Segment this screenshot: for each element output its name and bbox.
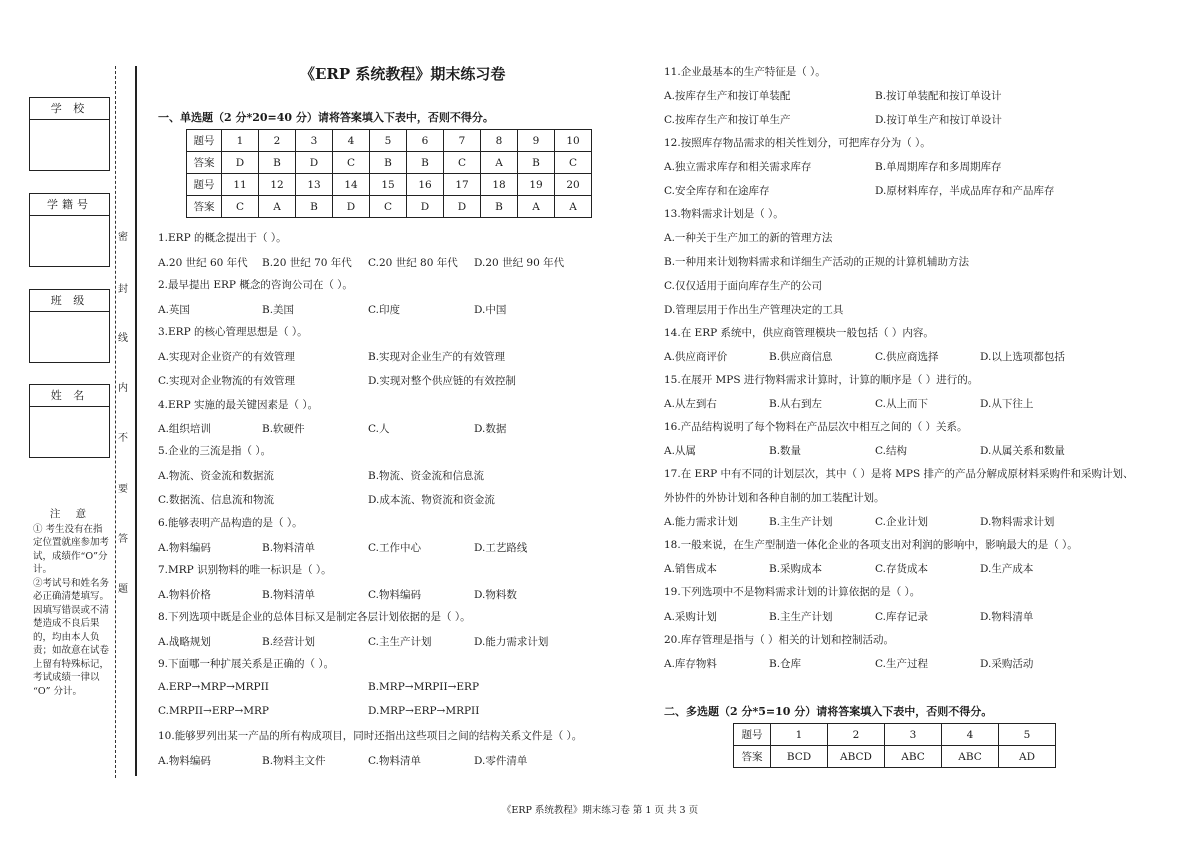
multiple-choice-answer-table (733, 723, 1056, 768)
option: D.零件清单 (474, 755, 528, 767)
option: D.20 世纪 90 年代 (474, 257, 565, 269)
table-row (187, 174, 592, 196)
option: C.20 世纪 80 年代 (368, 257, 458, 269)
option: A.物料编码 (158, 755, 211, 767)
question-text: 1.ERP 的概念提出于（ ）。 (158, 232, 287, 244)
option: D.以上选项都包括 (980, 351, 1065, 363)
school-box-label: 学 校 (30, 98, 109, 120)
option: B.主生产计划 (769, 516, 833, 528)
option: B.一种用来计划物料需求和详细生产活动的正规的计算机辅助方法 (664, 256, 970, 268)
option: D.MRP→ERP→MRPII (368, 705, 480, 717)
answer-cell: 7 (444, 130, 481, 152)
seal-char: 密 (118, 232, 128, 243)
option: B.物流、资金流和信息流 (368, 470, 485, 482)
option: B.按订单装配和按订单设计 (875, 90, 1002, 102)
option: D.实现对整个供应链的有效控制 (368, 375, 516, 387)
option: A.实现对企业资产的有效管理 (158, 351, 295, 363)
option: A.组织培训 (158, 423, 211, 435)
option: D.中国 (474, 304, 507, 316)
answer-cell: D (444, 196, 481, 218)
seal-char: 内 (118, 383, 128, 394)
option: C.安全库存和在途库存 (664, 185, 770, 197)
answer-cell: D (296, 152, 333, 174)
option: C.仅仅适用于面向库存生产的公司 (664, 280, 822, 292)
answer-cell: 4 (333, 130, 370, 152)
answer-cell: C (444, 152, 481, 174)
question-text: 10.能够罗列出某一产品的所有构成项目，同时还指出这些项目之间的结构关系文件是（ ）。 (158, 730, 583, 742)
option: A.独立需求库存和相关需求库存 (664, 161, 812, 173)
answer-cell: 12 (259, 174, 296, 196)
answer-cell: ABC (942, 746, 999, 768)
answer-cell: 1 (771, 724, 828, 746)
option: C.MRPII→ERP→MRP (158, 705, 269, 717)
option: C.结构 (875, 445, 907, 457)
option: A.物料编码 (158, 542, 211, 554)
row-header-cell: 答案 (734, 746, 771, 768)
answer-cell: 2 (259, 130, 296, 152)
question-text: 8.下列选项中既是企业的总体目标又是制定各层计划依据的是（ ）。 (158, 611, 471, 623)
answer-cell: ABCD (828, 746, 885, 768)
question-text: 2.最早提出 ERP 概念的咨询公司在（ ）。 (158, 279, 353, 291)
option: D.按订单生产和按订单设计 (875, 114, 1002, 126)
option: B.经营计划 (262, 636, 316, 648)
option: A.20 世纪 60 年代 (158, 257, 248, 269)
seal-char: 封 (118, 284, 128, 295)
question-text: 3.ERP 的核心管理思想是（ ）。 (158, 326, 308, 338)
question-text: 17.在 ERP 中有不同的计划层次，其中（ ）是将 MPS 排产的产品分解成原材料采购件和采购计划、 (664, 468, 1134, 480)
option: B.供应商信息 (769, 351, 833, 363)
option: D.能力需求计划 (474, 636, 549, 648)
answer-cell: B (481, 196, 518, 218)
question-text: 11.企业最基本的生产特征是（ ）。 (664, 66, 826, 78)
question-text: 18.一般来说，在生产型制造一体化企业的各项支出对利润的影响中，影响最大的是（ ）。 (664, 539, 1078, 551)
question-text: 7.MRP 识别物料的唯一标识是（ ）。 (158, 564, 332, 576)
name-box (29, 384, 110, 458)
answer-cell: B (518, 152, 555, 174)
option: C.库存记录 (875, 611, 928, 623)
answer-cell: 5 (999, 724, 1056, 746)
row-header-cell: 答案 (187, 196, 222, 218)
option: A.供应商评价 (664, 351, 728, 363)
option: A.战略规划 (158, 636, 211, 648)
notice-item-1: ① 考生没有在指定位置就座参加考试，成绩作“O”分计。 (33, 523, 110, 575)
option: A.一种关于生产加工的新的管理方法 (664, 232, 833, 244)
answer-cell: 3 (296, 130, 333, 152)
option: B.单周期库存和多周期库存 (875, 161, 1002, 173)
option: D.物料需求计划 (980, 516, 1055, 528)
answer-cell: 3 (885, 724, 942, 746)
table-row (187, 196, 592, 218)
answer-cell: 11 (222, 174, 259, 196)
option: B.20 世纪 70 年代 (262, 257, 352, 269)
question-text: 16.产品结构说明了每个物料在产品层次中相互之间的（ ）关系。 (664, 421, 968, 433)
option: D.数据 (474, 423, 507, 435)
table-row (734, 724, 1056, 746)
option: A.ERP→MRP→MRPII (158, 681, 269, 693)
question-text-continued: 外协件的外协计划和各种自制的加工装配计划。 (664, 492, 885, 504)
option: B.主生产计划 (769, 611, 833, 623)
table-row (187, 130, 592, 152)
answer-cell: 19 (518, 174, 555, 196)
option: B.MRP→MRPII→ERP (368, 681, 480, 693)
option: B.仓库 (769, 658, 802, 670)
option: A.采购计划 (664, 611, 717, 623)
exam-title: 《ERP 系统教程》期末练习卷 (300, 65, 506, 83)
answer-cell: 2 (828, 724, 885, 746)
question-text: 14.在 ERP 系统中，供应商管理模块一般包括（ ）内容。 (664, 327, 934, 339)
answer-cell: 10 (555, 130, 592, 152)
answer-cell: 1 (222, 130, 259, 152)
option: D.从属关系和数量 (980, 445, 1065, 457)
seal-char: 线 (118, 333, 128, 344)
option: D.物料数 (474, 589, 517, 601)
question-text: 19.下列选项中不是物料需求计划的计算依据的是（ ）。 (664, 586, 921, 598)
answer-cell: 20 (555, 174, 592, 196)
table-row (734, 746, 1056, 768)
answer-cell: D (333, 196, 370, 218)
section2-header: 二、多选题（2 分*5=10 分）请将答案填入下表中，否则不得分。 (664, 705, 993, 718)
answer-cell: C (333, 152, 370, 174)
option: D.生产成本 (980, 563, 1034, 575)
seal-char: 题 (118, 584, 128, 595)
class-box-label: 班 级 (30, 290, 109, 312)
notice-title: 注 意 (49, 508, 93, 520)
row-header-cell: 答案 (187, 152, 222, 174)
answer-cell: 17 (444, 174, 481, 196)
option: C.从上而下 (875, 398, 928, 410)
option: C.供应商选择 (875, 351, 939, 363)
row-header-cell: 题号 (187, 130, 222, 152)
answer-cell: 6 (407, 130, 444, 152)
answer-cell: D (407, 196, 444, 218)
seal-char: 不 (118, 433, 128, 444)
section1-header: 一、单选题（2 分*20=40 分）请将答案填入下表中，否则不得分。 (158, 111, 494, 124)
question-text: 9.下面哪一种扩展关系是正确的（ ）。 (158, 658, 335, 670)
option: C.实现对企业物流的有效管理 (158, 375, 295, 387)
answer-cell: 4 (942, 724, 999, 746)
question-text: 13.物料需求计划是（ ）。 (664, 208, 784, 220)
option: C.人 (368, 423, 390, 435)
answer-cell: C (555, 152, 592, 174)
option: B.采购成本 (769, 563, 823, 575)
question-text: 4.ERP 实施的最关键因素是（ ）。 (158, 399, 319, 411)
question-text: 12.按照库存物品需求的相关性划分，可把库存分为（ ）。 (664, 137, 931, 149)
option: A.从属 (664, 445, 696, 457)
answer-cell: 13 (296, 174, 333, 196)
answer-cell: 16 (407, 174, 444, 196)
option: B.数量 (769, 445, 802, 457)
question-text: 6.能够表明产品构造的是（ ）。 (158, 517, 303, 529)
answer-cell: 15 (370, 174, 407, 196)
single-choice-answer-table (186, 129, 592, 218)
name-box-label: 姓 名 (30, 385, 109, 407)
answer-cell: 18 (481, 174, 518, 196)
option: D.原材料库存，半成品库存和产品库存 (875, 185, 1055, 197)
option: D.采购活动 (980, 658, 1034, 670)
option: A.能力需求计划 (664, 516, 738, 528)
option: D.管理层用于作出生产管理决定的工具 (664, 304, 844, 316)
option: A.英国 (158, 304, 190, 316)
student-id-box-label: 学籍号 (30, 194, 109, 216)
answer-cell: 14 (333, 174, 370, 196)
option: D.工艺路线 (474, 542, 528, 554)
question-text: 5.企业的三流是指（ ）。 (158, 445, 272, 457)
option: A.销售成本 (664, 563, 717, 575)
answer-cell: B (259, 152, 296, 174)
seal-char: 答 (118, 534, 128, 545)
option: A.按库存生产和按订单装配 (664, 90, 791, 102)
option: C.工作中心 (368, 542, 421, 554)
answer-cell: 9 (518, 130, 555, 152)
exam-notice (33, 508, 109, 698)
answer-cell: 8 (481, 130, 518, 152)
answer-cell: B (370, 152, 407, 174)
answer-cell: C (222, 196, 259, 218)
option: C.印度 (368, 304, 400, 316)
option: B.物料清单 (262, 542, 316, 554)
answer-cell: 5 (370, 130, 407, 152)
option: A.物料价格 (158, 589, 211, 601)
option: C.按库存生产和按订单生产 (664, 114, 791, 126)
option: D.从下往上 (980, 398, 1034, 410)
notice-item-2: ②考试号和姓名务必正确清楚填写。因填写错误或不清楚造成不良后果的，均由本人负责；如故意在试卷上留有特殊标记，考试成绩一律以 “O” 分计。 (33, 577, 110, 697)
option: C.企业计划 (875, 516, 928, 528)
option: A.从左到右 (664, 398, 717, 410)
option: C.数据流、信息流和物流 (158, 494, 274, 506)
option: C.物料编码 (368, 589, 421, 601)
option: D.成本流、物资流和资金流 (368, 494, 495, 506)
option: C.生产过程 (875, 658, 928, 670)
answer-cell: A (555, 196, 592, 218)
option: D.物料清单 (980, 611, 1034, 623)
margin-solid-line (135, 66, 137, 776)
answer-cell: AD (999, 746, 1056, 768)
answer-cell: B (296, 196, 333, 218)
student-id-box (29, 193, 110, 267)
answer-cell: B (407, 152, 444, 174)
answer-cell: A (259, 196, 296, 218)
answer-cell: D (222, 152, 259, 174)
answer-cell: BCD (771, 746, 828, 768)
option: C.物料清单 (368, 755, 421, 767)
option: A.物流、资金流和数据流 (158, 470, 274, 482)
page-footer: 《ERP 系统教程》期末练习卷 第 1 页 共 3 页 (501, 805, 699, 816)
answer-cell: A (518, 196, 555, 218)
question-text: 15.在展开 MPS 进行物料需求计算时，计算的顺序是（ ）进行的。 (664, 374, 979, 386)
class-box (29, 289, 110, 363)
school-box (29, 97, 110, 171)
option: B.从右到左 (769, 398, 823, 410)
option: B.实现对企业生产的有效管理 (368, 351, 506, 363)
option: B.物料清单 (262, 589, 316, 601)
option: B.美国 (262, 304, 295, 316)
option: A.库存物料 (664, 658, 717, 670)
answer-cell: C (370, 196, 407, 218)
question-text: 20.库存管理是指与（ ）相关的计划和控制活动。 (664, 634, 895, 646)
option: C.存货成本 (875, 563, 928, 575)
option: B.软硬件 (262, 423, 305, 435)
row-header-cell: 题号 (734, 724, 771, 746)
answer-cell: ABC (885, 746, 942, 768)
seal-dashed-line (115, 66, 116, 778)
option: C.主生产计划 (368, 636, 432, 648)
option: B.物料主文件 (262, 755, 326, 767)
table-row (187, 152, 592, 174)
seal-char: 要 (118, 484, 128, 495)
row-header-cell: 题号 (187, 174, 222, 196)
answer-cell: A (481, 152, 518, 174)
